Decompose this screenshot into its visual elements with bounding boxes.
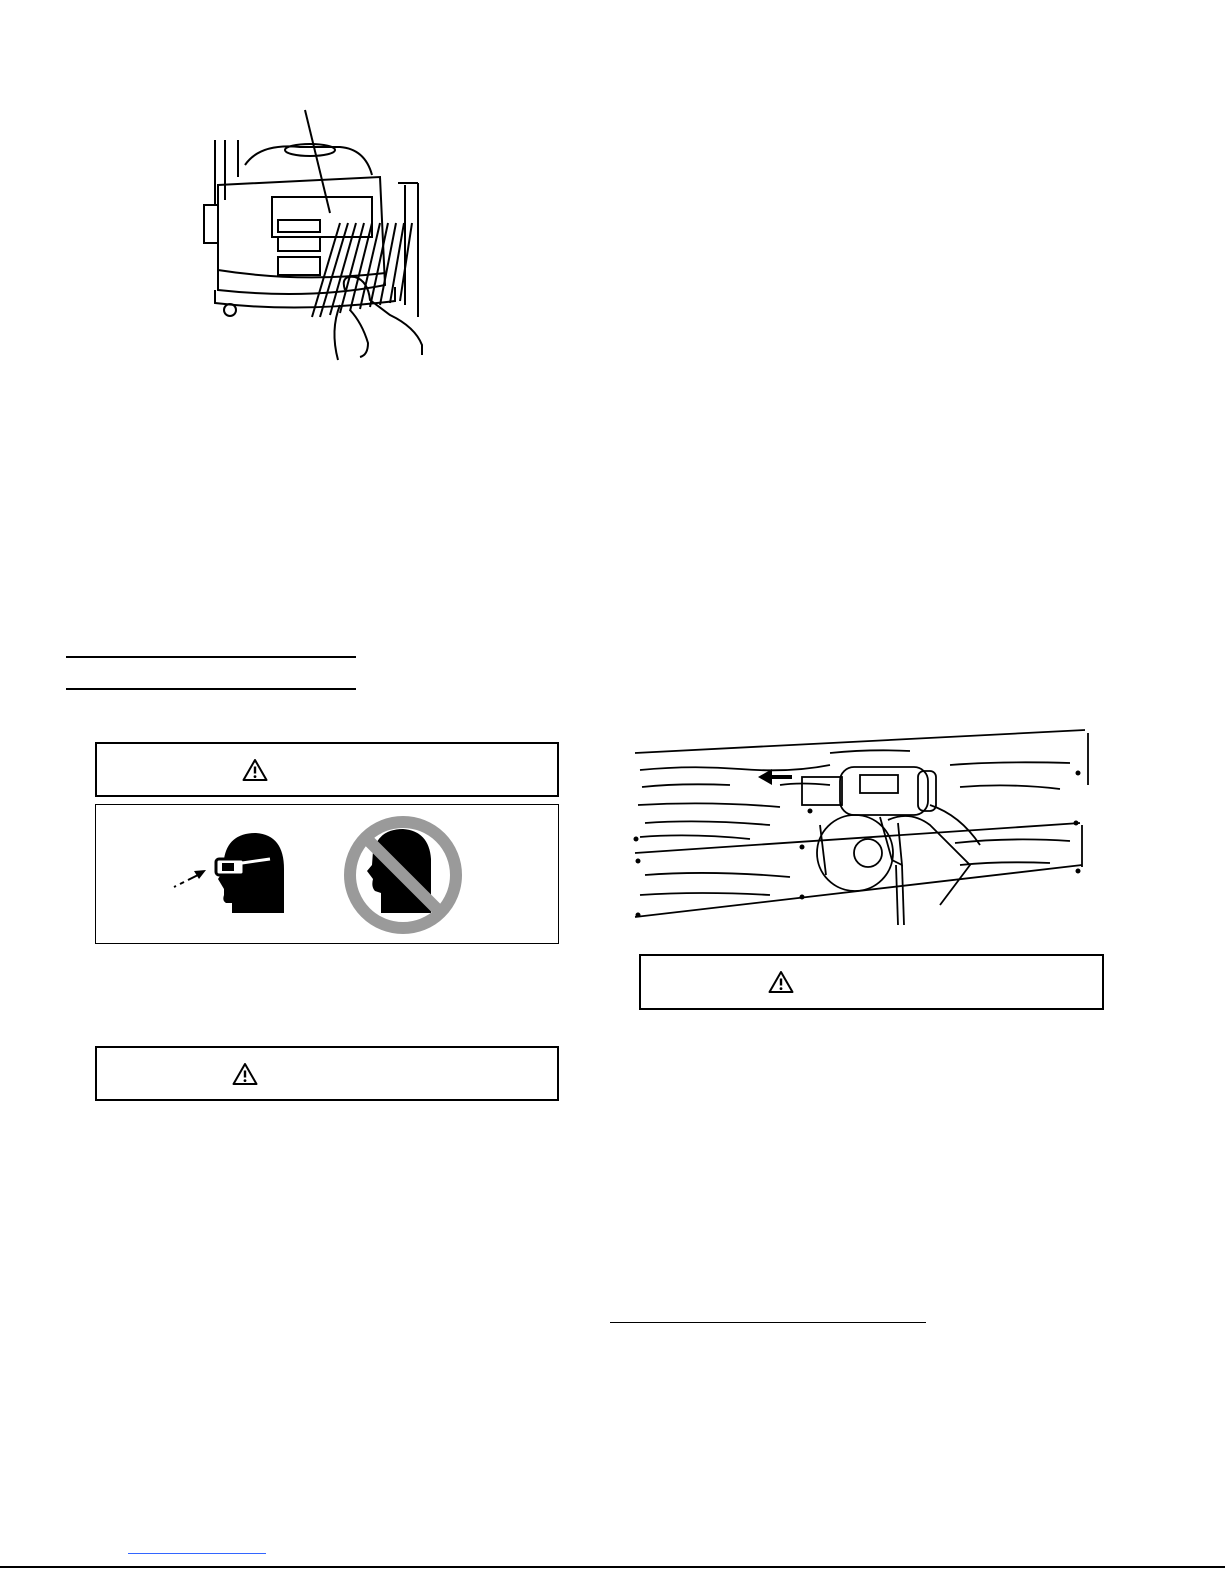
heading-underline-3: [610, 1322, 926, 1323]
siding-nailing-figure: [630, 725, 1095, 925]
warning-box-1: [95, 742, 559, 797]
safety-pictogram-box: [95, 804, 559, 944]
warning-box-3: [639, 954, 1104, 1010]
heading-underline-2: [66, 688, 356, 690]
nailer-on-siding-illustration: [630, 725, 1095, 925]
footer-link-underline: [128, 1553, 266, 1554]
warning-triangle-icon: [232, 1062, 258, 1086]
footer-rule: [0, 1566, 1225, 1568]
warning-triangle-icon: [768, 970, 794, 994]
heading-underline-1: [66, 656, 356, 658]
warning-box-2: [95, 1046, 559, 1101]
coil-magazine-illustration: [190, 105, 430, 367]
wear-safety-glasses-icon: [166, 829, 296, 919]
coil-loading-figure: [190, 105, 430, 367]
warning-triangle-icon: [242, 758, 268, 782]
no-unprotected-eyes-icon: [341, 813, 465, 937]
